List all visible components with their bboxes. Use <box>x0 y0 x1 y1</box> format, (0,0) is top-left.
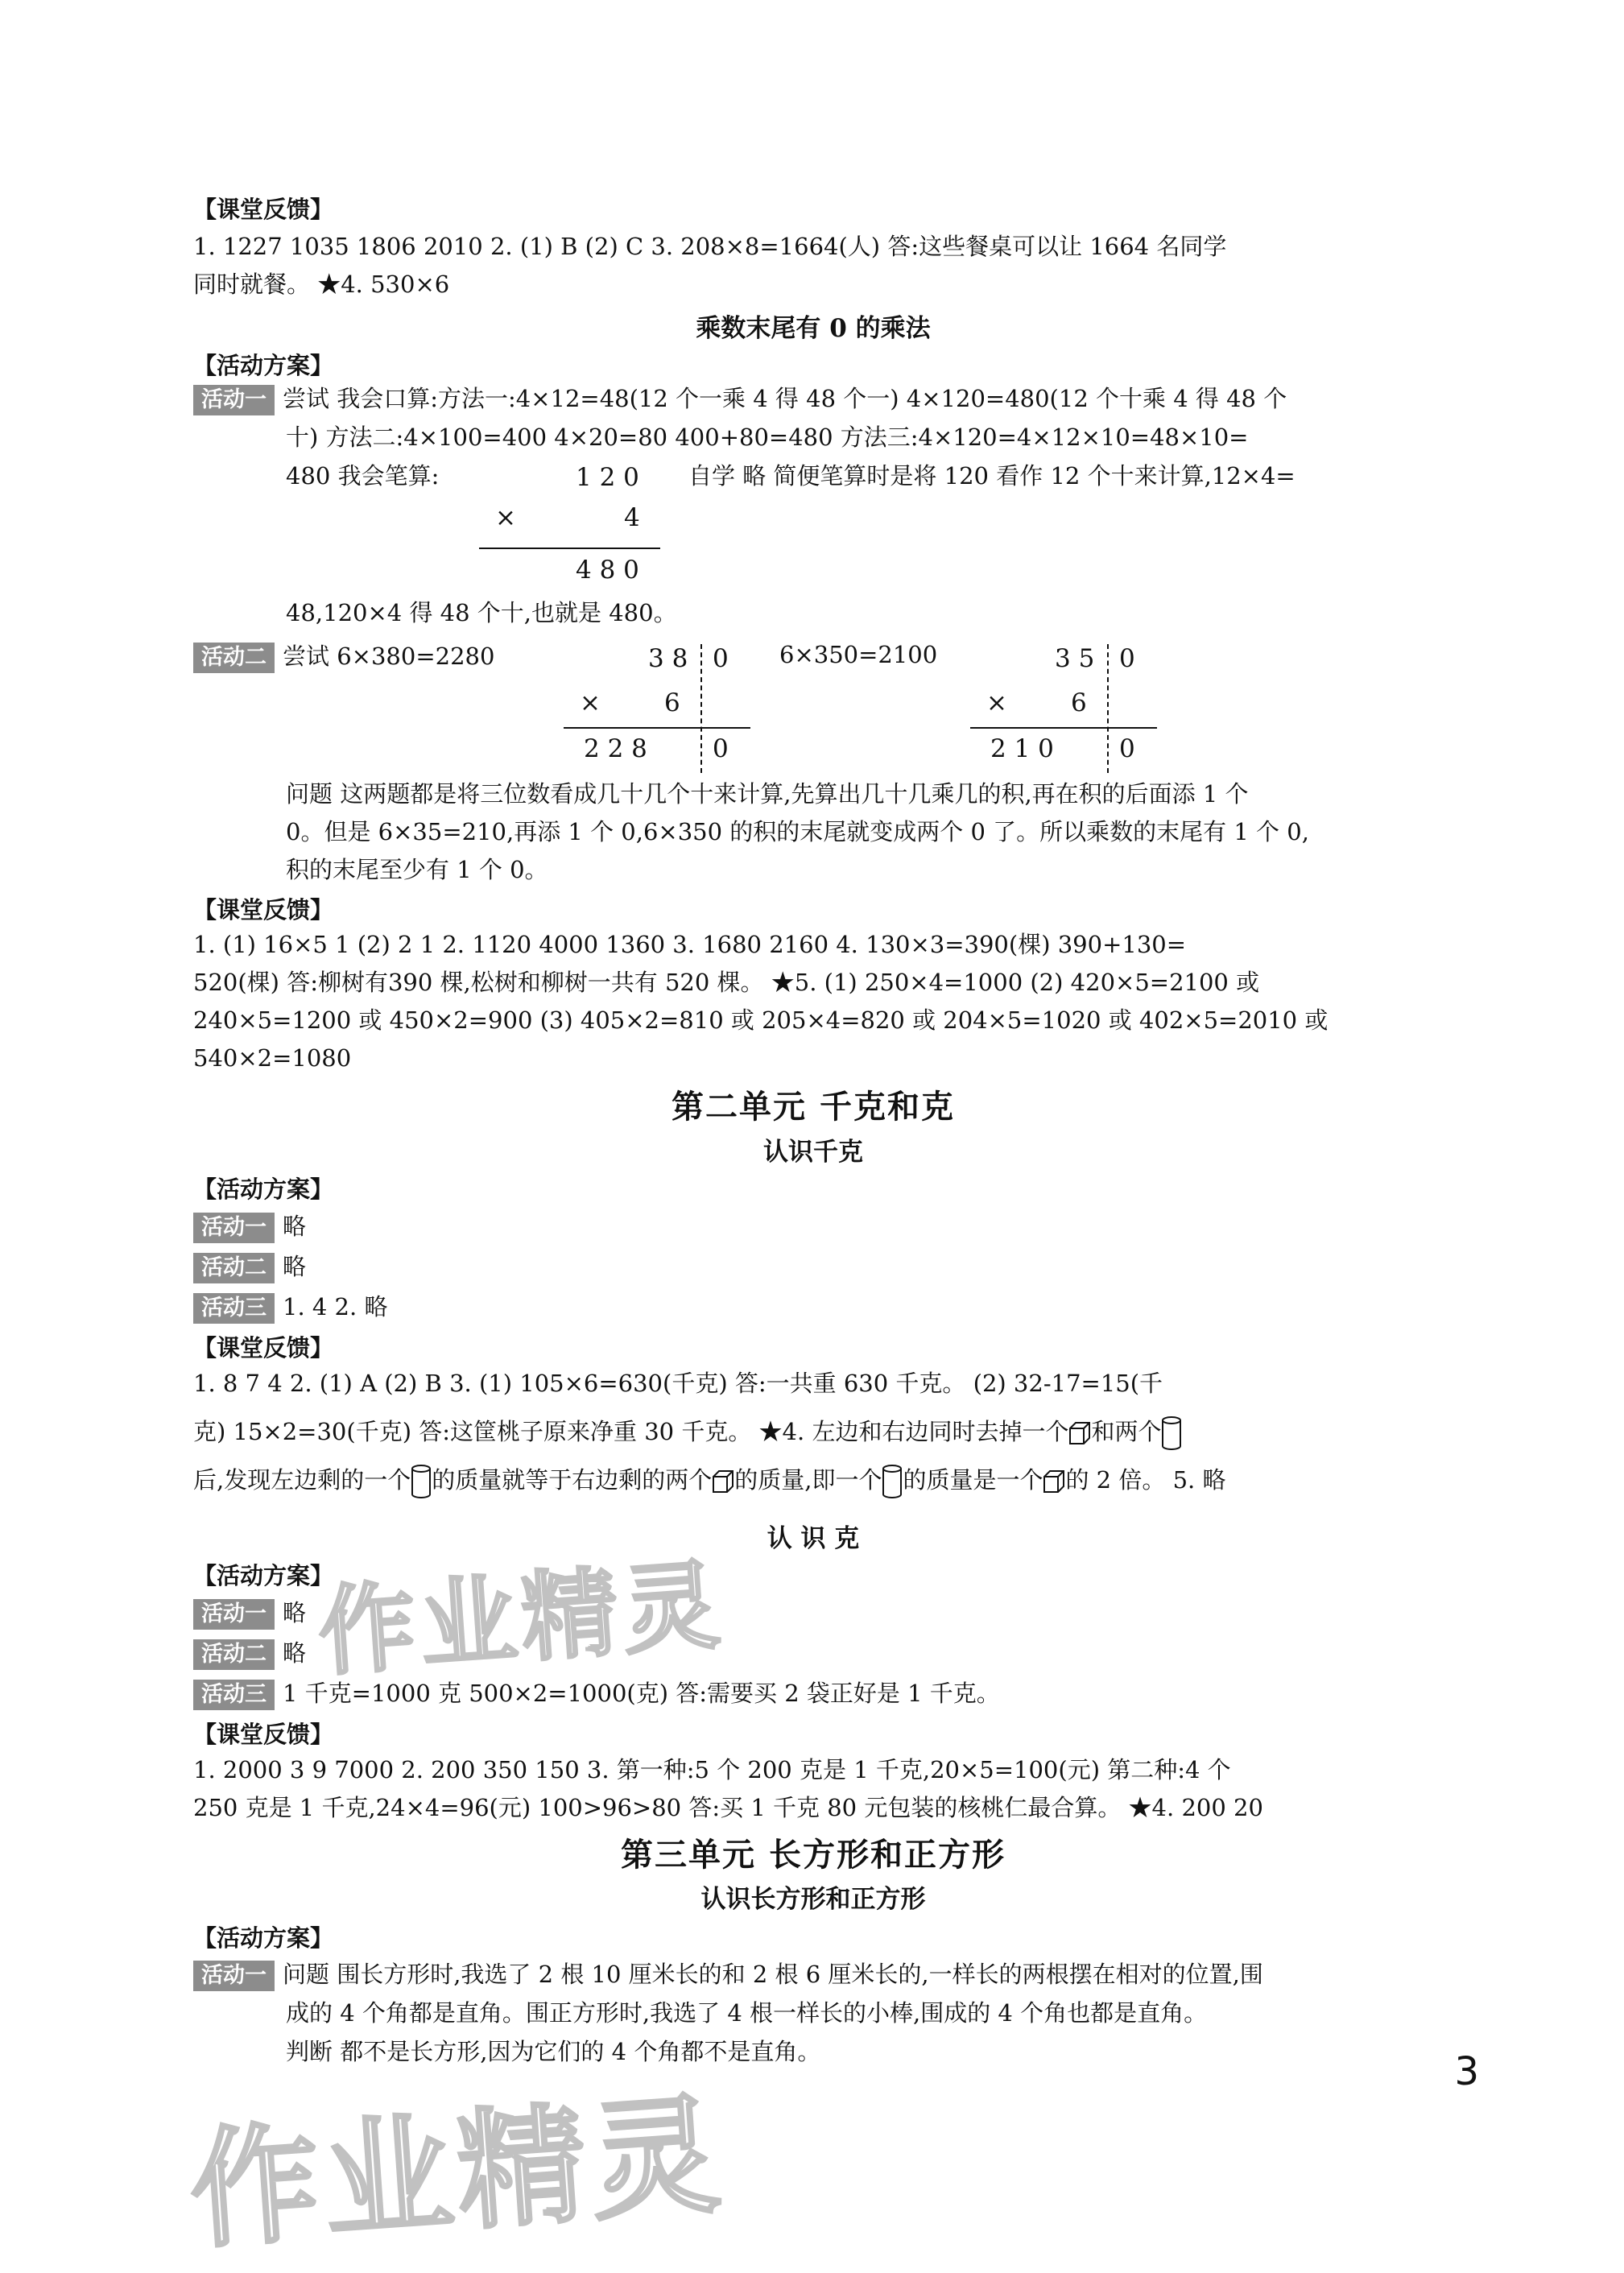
calc-result: 2 2 8 <box>584 734 647 763</box>
activity-row <box>193 1673 1000 1713</box>
activity-tag: 活动一 <box>193 1961 275 1991</box>
feedback-text: 的质量,即一个 <box>734 1466 882 1494</box>
feedback-text: 克) 15×2=30(千克) 答:这筐桃子原来净重 30 千克。 ★4. 左边和右边同时去掉一个 <box>193 1418 1069 1445</box>
calc-result-zero: 0 <box>713 734 729 763</box>
activity-text: 480 我会笔算: <box>286 462 440 490</box>
unit-title: 第三单元 长方形和正方形 <box>621 1836 1006 1874</box>
cube-icon <box>712 1469 734 1494</box>
calc-divider <box>700 644 702 773</box>
feedback-line <box>193 1413 1433 1451</box>
feedback-text: 后,发现左边剩的一个 <box>193 1466 411 1494</box>
feedback-line: 1. (1) 16×5 1 (2) 2 1 2. 1120 4000 1360 3. 1680 2160 4. 130×3=390(棵) 390+130= <box>193 931 1187 958</box>
activity-text: 成的 4 个角都是直角。围正方形时,我选了 4 根一样长的小棒,围成的 4 个角也都是直角。 <box>286 1999 1208 2027</box>
activity-tag: 活动三 <box>193 1293 275 1324</box>
feedback-line: 520(棵) 答:柳树有390 棵,松树和柳树一共有 520 棵。 ★5. (1) 250×4=1000 (2) 420×5=2100 或 <box>193 969 1260 996</box>
calc-mid: 6 <box>1071 688 1087 717</box>
plan-label: 【活动方案】 <box>193 1562 334 1589</box>
calc-mid: 6 <box>664 688 680 717</box>
vertical-calculation <box>970 644 1163 773</box>
activity-tag: 活动一 <box>193 385 275 415</box>
feedback-line: 1. 1227 1035 1806 2010 2. (1) B (2) C 3. 208×8=1664(人) 答:这些餐桌可以让 1664 名同学 <box>193 233 1227 260</box>
activity-text: 尝试 我会口算:方法一:4×12=48(12 个一乘 4 得 48 个一) 4×120=480(12 个十乘 4 得 48 个 <box>283 385 1287 412</box>
lesson-title: 认识千克 <box>763 1138 863 1167</box>
cube-icon <box>1043 1469 1065 1494</box>
feedback-line: 250 克是 1 千克,24×4=96(元) 100>96>80 答:买 1 千克 80 元包装的核桃仁最合算。 ★4. 200 20 <box>193 1794 1263 1821</box>
calc-top-zero: 0 <box>1119 644 1135 673</box>
calc-times: × <box>986 688 1007 717</box>
feedback-line: 1. 8 7 4 2. (1) A (2) B 3. (1) 105×6=630(千克) 答:一共重 630 千克。 (2) 32-17=15(千 <box>193 1370 1163 1397</box>
calc-top: 3 5 <box>1055 644 1095 673</box>
calc-times: × <box>495 503 516 532</box>
lesson-title: 乘数末尾有 0 的乘法 <box>696 314 931 343</box>
lesson-title: 认 识 克 <box>767 1524 860 1553</box>
cylinder-icon <box>1161 1415 1182 1451</box>
calc-result-zero: 0 <box>1119 734 1135 763</box>
calc-rule <box>479 548 660 549</box>
activity-text: 问题 这两题都是将三位数看成几十几个十来计算,先算出几十几乘几的积,再在积的后面添 1 个 <box>286 780 1249 808</box>
activity-row <box>193 1954 1263 1994</box>
activity-text: 略 <box>283 1599 307 1626</box>
activity-text: 略 <box>283 1213 307 1240</box>
feedback-line <box>193 1461 1433 1499</box>
activity-row <box>193 1593 306 1633</box>
activity-tag: 活动二 <box>193 1253 275 1283</box>
feedback-text: 和两个 <box>1091 1418 1162 1445</box>
feedback-label: 【课堂反馈】 <box>193 1334 334 1362</box>
feedback-line: 540×2=1080 <box>193 1044 352 1072</box>
feedback-label: 【课堂反馈】 <box>193 1721 334 1748</box>
plan-label: 【活动方案】 <box>193 352 334 379</box>
feedback-text: 的 2 倍。 5. 略 <box>1065 1466 1226 1494</box>
activity-row <box>193 1287 387 1327</box>
cylinder-icon <box>882 1464 903 1499</box>
activity-tag: 活动三 <box>193 1680 275 1710</box>
activity-text: 积的末尾至少有 1 个 0。 <box>286 856 548 883</box>
calc-result: 4 8 0 <box>576 556 639 585</box>
activity-text: 自学 略 简便笔算时是将 120 看作 12 个十来计算,12×4= <box>688 462 1295 490</box>
activity-text: 48,120×4 得 48 个十,也就是 480。 <box>286 599 677 626</box>
activity-row <box>193 1633 306 1673</box>
calc-top: 1 2 0 <box>576 463 639 492</box>
activity-text: 略 <box>283 1253 307 1280</box>
page-number: 3 <box>1454 2049 1479 2094</box>
activity-text: 判断 都不是长方形,因为它们的 4 个角都不是直角。 <box>286 2038 821 2065</box>
activity-text: 1. 4 2. 略 <box>283 1293 388 1320</box>
vertical-calculation <box>564 644 757 773</box>
vertical-calculation <box>479 463 664 592</box>
feedback-label: 【课堂反馈】 <box>193 896 334 924</box>
calc-rule <box>970 727 1157 729</box>
plan-label: 【活动方案】 <box>193 1176 334 1203</box>
calc-mid: 4 <box>624 503 640 532</box>
activity-text: 十) 方法二:4×100=400 4×20=80 400+80=480 方法三:4×120=4×12×10=48×10= <box>286 424 1249 451</box>
feedback-line: 240×5=1200 或 450×2=900 (3) 405×2=810 或 205×4=820 或 204×5=1020 或 402×5=2010 或 <box>193 1006 1329 1034</box>
activity-text: 尝试 6×380=2280 <box>283 643 495 670</box>
activity-text: 6×350=2100 <box>779 641 938 668</box>
calc-top-zero: 0 <box>713 644 729 673</box>
calc-rule <box>564 727 750 729</box>
activity-text: 问题 围长方形时,我选了 2 根 10 厘米长的和 2 根 6 厘米长的,一样长的两根摆在相对的位置,围 <box>283 1961 1263 1988</box>
plan-label: 【活动方案】 <box>193 1924 334 1952</box>
calc-divider <box>1107 644 1109 773</box>
activity-row <box>193 636 494 676</box>
feedback-label: 【课堂反馈】 <box>193 196 334 223</box>
feedback-line: 1. 2000 3 9 7000 2. 200 350 150 3. 第一种:5 个 200 克是 1 千克,20×5=100(元) 第二种:4 个 <box>193 1756 1231 1783</box>
activity-text: 略 <box>283 1639 307 1667</box>
feedback-text: 的质量就等于右边剩的两个 <box>432 1466 713 1494</box>
activity-row <box>193 1206 306 1246</box>
cube-icon <box>1068 1421 1091 1445</box>
activity-text: 1 千克=1000 克 500×2=1000(克) 答:需要买 2 袋正好是 1 千克。 <box>283 1680 1000 1707</box>
activity-tag: 活动一 <box>193 1599 275 1630</box>
cylinder-icon <box>411 1464 432 1499</box>
watermark: 作业精灵 <box>185 2079 729 2267</box>
calc-times: × <box>580 688 601 717</box>
feedback-text: 的质量是一个 <box>903 1466 1043 1494</box>
watermark: 作业精灵 <box>315 1549 728 1690</box>
calc-top: 3 8 <box>648 644 688 673</box>
activity-tag: 活动二 <box>193 1639 275 1670</box>
activity-row <box>193 1246 306 1287</box>
feedback-line: 同时就餐。 ★4. 530×6 <box>193 271 450 298</box>
activity-text: 0。但是 6×35=210,再添 1 个 0,6×350 的积的末尾就变成两个 0 了。所以乘数的末尾有 1 个 0, <box>286 818 1309 845</box>
activity-row <box>193 378 1287 419</box>
calc-result: 2 1 0 <box>990 734 1054 763</box>
unit-title: 第二单元 千克和克 <box>672 1088 955 1126</box>
activity-tag: 活动一 <box>193 1213 275 1243</box>
lesson-title: 认识长方形和正方形 <box>700 1885 926 1914</box>
activity-tag: 活动二 <box>193 643 275 673</box>
